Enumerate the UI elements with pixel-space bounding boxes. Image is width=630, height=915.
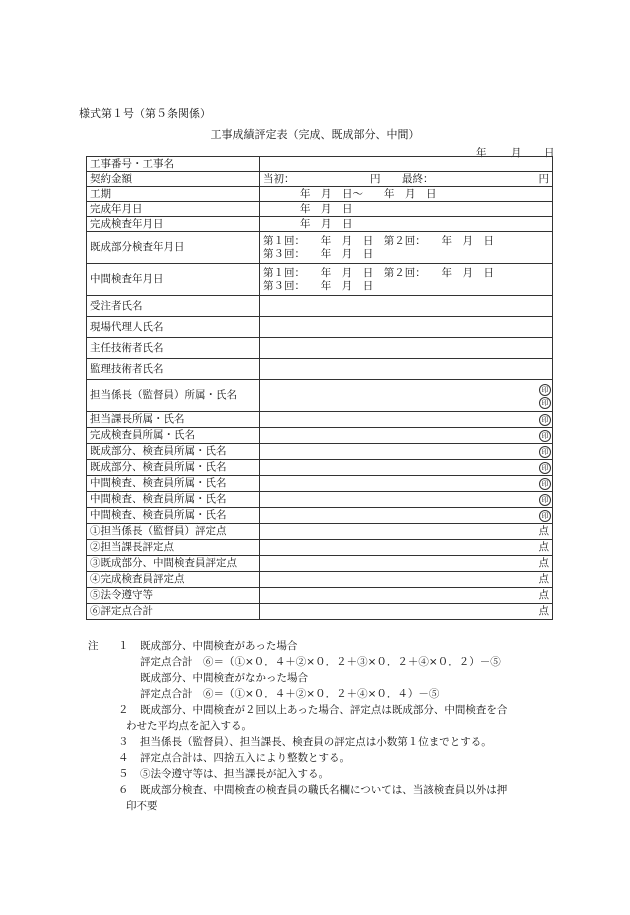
seal-icon: 印 [539,478,551,490]
table-row [87,492,553,508]
table-row [87,157,553,172]
table-row [87,604,553,620]
table-row [87,264,553,296]
note-6-line-1: 既成部分検査、中間検査の検査員の職氏名欄については、当該検査員以外は押 [140,784,508,796]
label-partial-inspector-1: 既成部分、検査員所属・氏名 [87,444,260,460]
label-contractor-name: 受注者氏名 [87,296,260,317]
field-completion-inspector[interactable] [260,428,553,444]
note-5-number: ５ [118,768,129,780]
field-completion-inspection-date[interactable]: 年 月 日 [260,217,553,232]
table-row [87,296,553,317]
label-site-agent-name: 現場代理人氏名 [87,317,260,338]
label-score-1: ①担当係長（監督員）評定点 [87,524,260,540]
field-partial-inspection-date[interactable] [260,232,553,264]
field-completion-date[interactable]: 年 月 日 [260,202,553,217]
note-6-line-2: 印不要 [126,800,158,812]
field-work-number[interactable] [260,157,553,172]
field-contractor-name[interactable] [260,296,553,317]
seal-icon: 印 [539,397,551,409]
field-midterm-inspector-1[interactable] [260,476,553,492]
note-1-line-3: 既成部分、中間検査がなかった場合 [140,672,308,684]
field-score-total[interactable] [260,604,553,620]
table-row [87,217,553,232]
table-row [87,444,553,460]
header-month: 月 [511,147,522,159]
label-contract-amount: 契約金額 [87,172,260,187]
seal-icon: 印 [539,430,551,442]
note-4-text: 評定点合計は、四捨五入により整数とする。 [140,752,350,764]
label-score-2: ②担当課長評定点 [87,540,260,556]
note-3-text: 担当係長（監督員）、担当課長、検査員の評定点は小数第１位までとする。 [140,736,492,748]
label-midterm-inspector-2: 中間検査、検査員所属・氏名 [87,492,260,508]
yen-unit-initial: 円 [370,172,381,185]
point-unit: 点 [538,589,549,601]
label-supervising-engineer-name: 監理技術者氏名 [87,359,260,380]
label-completion-inspection-date: 完成検査年月日 [87,217,260,232]
midterm-inspection-line-1: 第１回： 年 月 日 第２回： 年 月 日 [263,266,494,279]
field-score-5[interactable] [260,588,553,604]
table-row [87,187,553,202]
label-midterm-inspector-1: 中間検査、検査員所属・氏名 [87,476,260,492]
seal-icon: 印 [539,462,551,474]
field-site-agent-name[interactable] [260,317,553,338]
label-score-4: ④完成検査員評定点 [87,572,260,588]
table-row [87,540,553,556]
label-completion-inspector: 完成検査員所属・氏名 [87,428,260,444]
note-1-line-2: 評定点合計 ⑥＝（①×０．４＋②×０．２＋③×０．２＋④×０．２）－⑤ [140,656,501,668]
field-midterm-inspector-2[interactable] [260,492,553,508]
label-midterm-inspection-date: 中間検査年月日 [87,264,260,296]
table-row [87,588,553,604]
field-supervising-engineer-name[interactable] [260,359,553,380]
note-1-line-1: 既成部分、中間検査があった場合 [140,640,298,652]
point-unit: 点 [538,525,549,537]
table-row [87,202,553,217]
seal-icon: 印 [539,510,551,522]
field-score-1[interactable] [260,524,553,540]
label-period: 工期 [87,187,260,202]
table-row [87,572,553,588]
partial-inspection-line-2: 第３回： 年 月 日 [263,247,374,260]
point-unit: 点 [538,541,549,553]
label-score-3: ③既成部分、中間検査員評定点 [87,556,260,572]
field-score-3[interactable] [260,556,553,572]
label-score-5: ⑤法令遵守等 [87,588,260,604]
table-row [87,524,553,540]
initial-label: 当初： [263,172,295,185]
table-row [87,317,553,338]
field-chief-engineer-name[interactable] [260,338,553,359]
field-partial-inspector-1[interactable] [260,444,553,460]
note-4-number: ４ [118,752,129,764]
midterm-inspection-line-2: 第３回： 年 月 日 [263,279,374,292]
notes-section [88,638,558,814]
label-partial-inspector-2: 既成部分、検査員所属・氏名 [87,460,260,476]
note-3-number: ３ [118,736,129,748]
note-6-number: ６ [118,784,129,796]
label-partial-inspection-date: 既成部分検査年月日 [87,232,260,264]
field-contract-amount[interactable] [260,172,553,187]
seal-icon: 印 [539,414,551,426]
header-day: 日 [544,147,555,159]
note-2-line-2: わせた平均点を記入する。 [126,720,252,732]
field-period[interactable]: 年 月 日～ 年 月 日 [260,187,553,202]
field-score-4[interactable] [260,572,553,588]
label-section-manager: 担当課長所属・氏名 [87,412,260,428]
field-midterm-inspector-3[interactable] [260,508,553,524]
seal-icon: 印 [539,494,551,506]
point-unit: 点 [538,605,549,617]
field-assistant-manager[interactable] [260,380,553,412]
table-row [87,172,553,187]
label-score-total: ⑥評定点合計 [87,604,260,620]
notes-label: 注 [88,640,99,652]
field-midterm-inspection-date[interactable] [260,264,553,296]
field-score-2[interactable] [260,540,553,556]
yen-unit-final: 円 [538,172,549,185]
partial-inspection-line-1: 第１回： 年 月 日 第２回： 年 月 日 [263,234,494,247]
table-row [87,380,553,412]
seal-icon: 印 [539,384,551,396]
table-row [87,232,553,264]
table-row [87,476,553,492]
table-row [87,359,553,380]
note-2-line-1: 既成部分、中間検査が２回以上あった場合、評定点は既成部分、中間検査を合 [140,704,508,716]
point-unit: 点 [538,573,549,585]
table-row [87,338,553,359]
field-section-manager[interactable] [260,412,553,428]
table-row [87,412,553,428]
label-assistant-manager: 担当係長（監督員）所属・氏名 [87,380,260,412]
final-label: 最終： [402,172,434,185]
point-unit: 点 [538,557,549,569]
note-5-text: ⑤法令遵守等は、担当課長が記入する。 [140,768,329,780]
label-midterm-inspector-3: 中間検査、検査員所属・氏名 [87,508,260,524]
page-title: 工事成績評定表（完成、既成部分、中間） [210,128,420,141]
label-completion-date: 完成年月日 [87,202,260,217]
form-number: 様式第１号（第５条関係） [79,107,211,120]
note-1-number: １ [118,640,129,652]
field-partial-inspector-2[interactable] [260,460,553,476]
label-chief-engineer-name: 主任技術者氏名 [87,338,260,359]
seal-icon: 印 [539,446,551,458]
label-work-number: 工事番号・工事名 [87,157,260,172]
table-row [87,428,553,444]
note-1-line-4: 評定点合計 ⑥＝（①×０．４＋②×０．２＋④×０．４）－⑤ [140,688,440,700]
note-2-number: ２ [118,704,129,716]
table-row [87,556,553,572]
evaluation-table [86,156,553,620]
table-row [87,508,553,524]
table-row [87,460,553,476]
header-year: 年 [476,147,487,159]
